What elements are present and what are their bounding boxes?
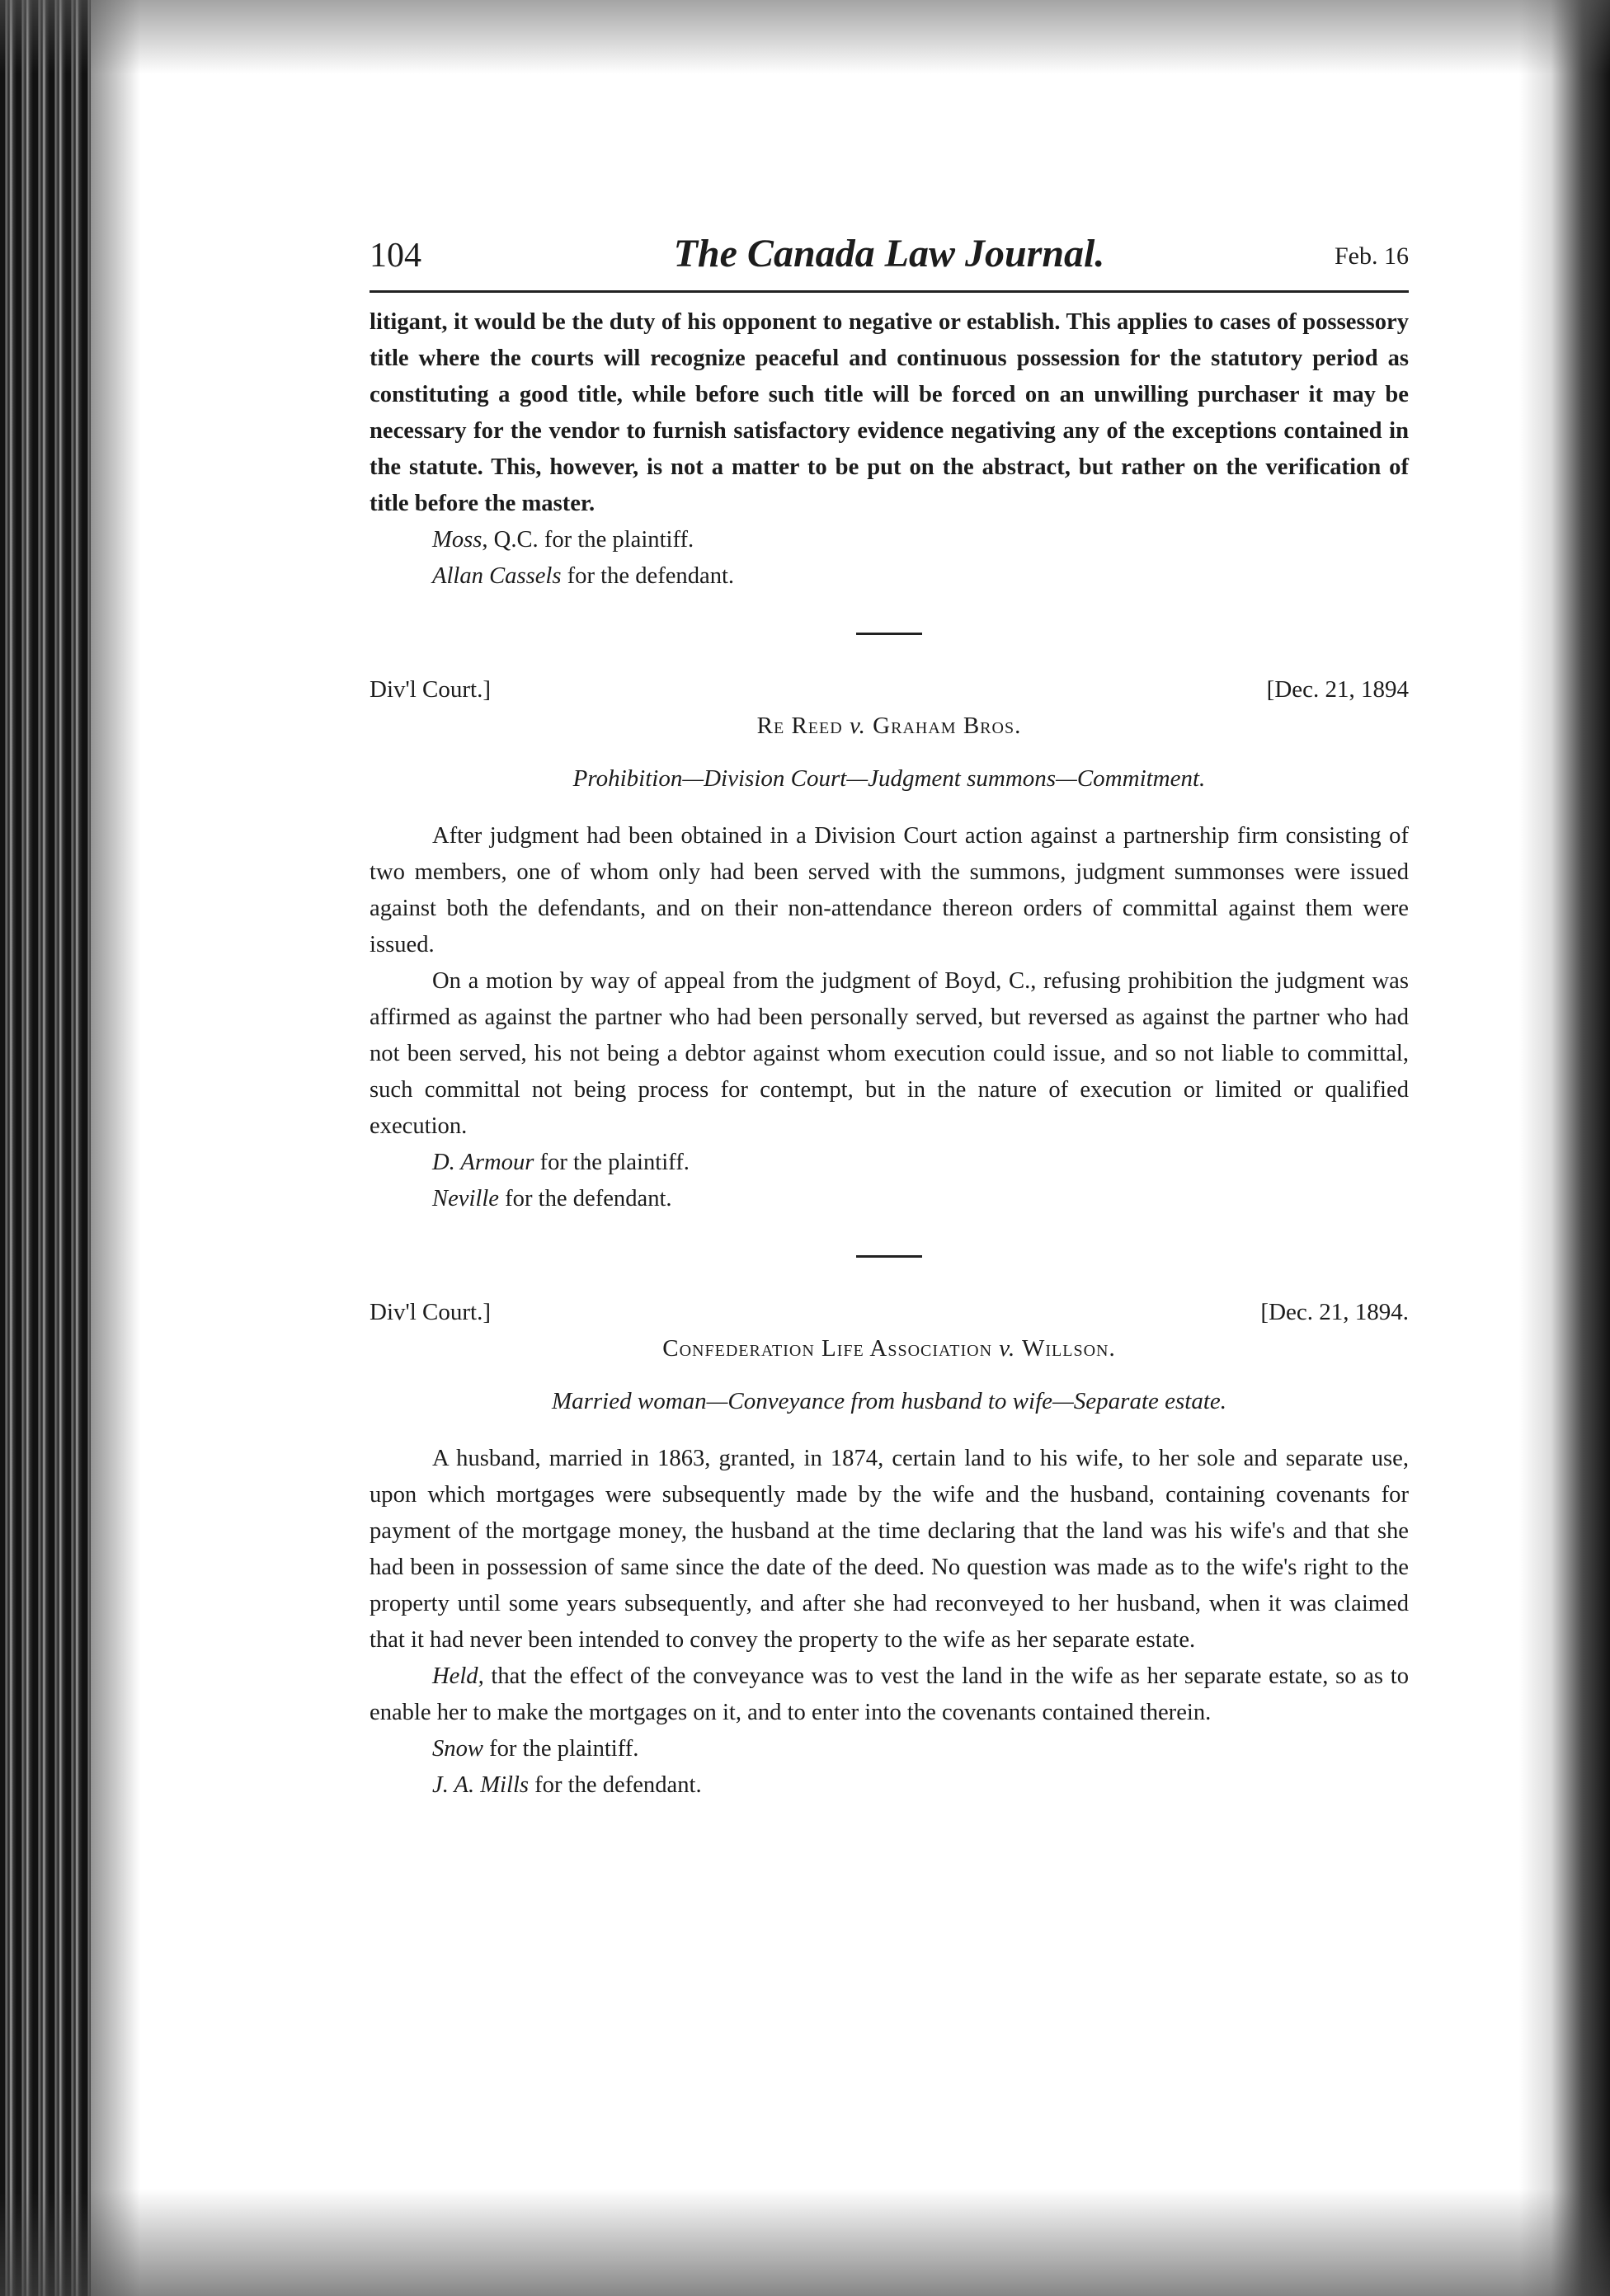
counsel-role: for the plaintiff.: [483, 1736, 639, 1762]
counsel-role: for the defendant.: [498, 1186, 672, 1212]
counsel-name: J. A. Mills: [432, 1772, 530, 1798]
counsel-line: [370, 522, 1409, 558]
counsel-role: for the defendant.: [561, 563, 735, 589]
counsel-name: Allan Cassels: [432, 563, 562, 589]
case-paragraph: After judgment had been obtained in a Division Court action against a partnership firm consisting of two members, one of whom only had been served with the summons, judgment summonses were issued against both the defendants, and on their non-attendance thereon orders of committal against them were issued.: [370, 823, 1409, 957]
counsel-role: for the defendant.: [529, 1772, 702, 1798]
continuation-paragraph: litigant, it would be the duty of his opponent to negative or establish. This applies to cases of possessory title where the courts will recognize peaceful and continuous possession for the statutory period as constituting a good title, while before such title will be forced on an unwilling purchaser it may be necessary for the vendor to furnish satisfactory evidence negativing any of the exceptions contained in the statute. This, however, is not a matter to be put on the abstract, but rather on the verification of title before the master.: [370, 309, 1409, 516]
party-a: Re Reed: [756, 713, 843, 739]
counsel-name: Snow: [432, 1736, 483, 1762]
case-title: [370, 1330, 1409, 1367]
party-a: Confederation Life Association: [662, 1335, 993, 1362]
court-name: Div'l Court.]: [370, 676, 491, 703]
scan-shadow-right: [1519, 0, 1610, 2296]
case-date: [Dec. 21, 1894: [1266, 676, 1409, 703]
journal-page: [370, 231, 1409, 1804]
journal-title: The Canada Law Journal.: [673, 232, 1105, 275]
case-title: [370, 708, 1409, 744]
versus: v.: [849, 713, 866, 739]
headnote: Married woman—Conveyance from husband to wife—Separate estate.: [551, 1388, 1227, 1414]
counsel-role: , Q.C. for the plaintiff.: [482, 527, 694, 553]
section-separator: [856, 1255, 922, 1258]
versus: v.: [999, 1335, 1016, 1362]
header-rule: [370, 290, 1409, 293]
counsel-line: [370, 1145, 1409, 1181]
section-separator: [856, 633, 922, 635]
running-head: [370, 231, 1409, 284]
counsel-line: [370, 1731, 1409, 1767]
court-name: Div'l Court.]: [370, 1299, 491, 1325]
counsel-name: D. Armour: [432, 1150, 534, 1175]
held-label: Held,: [432, 1663, 484, 1689]
case-date: [Dec. 21, 1894.: [1260, 1299, 1409, 1325]
scan-shadow-left: [91, 0, 140, 2296]
headnote: Prohibition—Division Court—Judgment summons—Commitment.: [572, 765, 1206, 792]
case-re-reed: [370, 671, 1409, 1217]
counsel-name: Moss: [432, 527, 483, 553]
case-confederation-life: [370, 1294, 1409, 1804]
page-number: 104: [370, 237, 421, 275]
scan-shadow-top: [0, 0, 1610, 74]
scan-binding-edge: [0, 0, 91, 2296]
case-paragraph: On a motion by way of appeal from the judgment of Boyd, C., refusing prohibition the judgment was affirmed as against the partner who had been personally served, but reversed as against the partner who had not been served, his not being a debtor against whom execution could issue, and so not liable to committal, such committal not being process for contempt, but in the nature of execution or limited or qualified execution.: [370, 968, 1409, 1139]
issue-date: Feb. 16: [1335, 242, 1409, 270]
held-paragraph: [370, 1658, 1409, 1731]
counsel-line: [370, 1181, 1409, 1217]
case-paragraph: A husband, married in 1863, granted, in 1874, certain land to his wife, to her sole and separate use, upon which mortgages were subsequently made by the wife and the husband, containing covenants for payment of the mortgage money, the husband at the time declaring that the land was his wife's and that she had been in possession of same since the date of the deed. No question was made as to the wife's right to the property until some years subsequently, and after she had reconveyed to her husband, when it was claimed that it had never been intended to convey the property to the wife as her separate estate.: [370, 1446, 1409, 1653]
counsel-role: for the plaintiff.: [534, 1150, 690, 1175]
counsel-name: Neville: [432, 1186, 499, 1212]
case-heading: [370, 1294, 1409, 1330]
scan-shadow-bottom: [0, 2189, 1610, 2296]
counsel-line: [370, 558, 1409, 595]
case-heading: [370, 671, 1409, 708]
held-text: that the effect of the conveyance was to vest the land in the wife as her separate estate, so as to enable her to make the mortgages on it, and to enter into the covenants contained therein.: [370, 1663, 1409, 1725]
party-b: Willson.: [1022, 1335, 1116, 1362]
counsel-line: [370, 1767, 1409, 1804]
party-b: Graham Bros.: [873, 713, 1022, 739]
